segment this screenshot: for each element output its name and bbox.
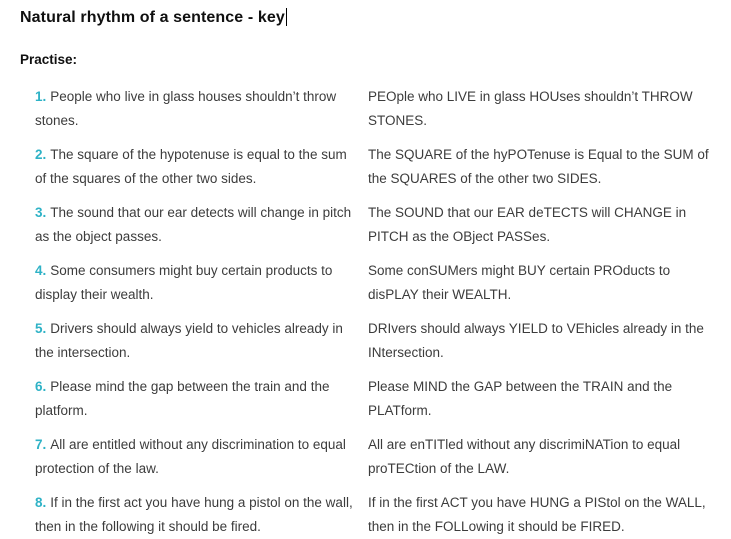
stressed-sentence-cell: All are enTITled without any discrimiNATion to equal proTECtion of the LAW.	[368, 437, 681, 476]
list-item	[35, 433, 721, 481]
item-number: 3.	[35, 205, 47, 220]
plain-sentence-cell	[35, 143, 368, 191]
plain-sentence-cell	[35, 259, 368, 307]
item-number: 7.	[35, 437, 47, 452]
section-heading: Practise:	[20, 52, 78, 67]
plain-sentence-cell	[35, 85, 368, 133]
stressed-sentence-cell: DRIvers should always YIELD to VEhicles already in the INtersection.	[368, 321, 704, 360]
item-number: 5.	[35, 321, 47, 336]
plain-sentence-cell	[35, 491, 368, 539]
list-item	[35, 375, 721, 423]
item-number: 4.	[35, 263, 47, 278]
plain-sentence-cell	[35, 433, 368, 481]
item-plain-text: Drivers should always yield to vehicles already in the intersection.	[35, 321, 343, 360]
page-title[interactable]	[20, 8, 721, 28]
item-plain-text: If in the first act you have hung a pistol on the wall, then in the following it should be fired.	[35, 495, 353, 534]
plain-sentence-cell	[35, 317, 368, 365]
stressed-sentence-cell: If in the first ACT you have HUNG a PIStol on the WALL, then in the FOLLowing it should be FIRED.	[368, 495, 706, 534]
stressed-sentence-cell: The SOUND that our EAR deTECTS will CHANGE in PITCH as the OBject PASSes.	[368, 205, 687, 244]
list-item	[35, 259, 721, 307]
item-plain-text: The square of the hypotenuse is equal to the sum of the squares of the other two sides.	[35, 147, 347, 186]
list-item	[35, 85, 721, 133]
plain-sentence-cell	[35, 201, 368, 249]
item-number: 1.	[35, 89, 47, 104]
item-plain-text: People who live in glass houses shouldn’t throw stones.	[35, 89, 337, 128]
item-plain-text: Please mind the gap between the train and the platform.	[35, 379, 330, 418]
sentence-list	[20, 85, 721, 539]
stressed-sentence-cell: Please MIND the GAP between the TRAIN and the PLATform.	[368, 379, 673, 418]
item-plain-text: All are entitled without any discrimination to equal protection of the law.	[35, 437, 346, 476]
list-item	[35, 201, 721, 249]
plain-sentence-cell	[35, 375, 368, 423]
item-number: 6.	[35, 379, 47, 394]
stressed-sentence-cell: Some conSUMers might BUY certain PROducts to disPLAY their WEALTH.	[368, 263, 671, 302]
text-cursor	[286, 8, 287, 26]
stressed-sentence-cell: The SQUARE of the hyPOTenuse is Equal to the SUM of the SQUARES of the other two SIDES.	[368, 147, 709, 186]
item-number: 2.	[35, 147, 47, 162]
list-item	[35, 143, 721, 191]
page-title-text: Natural rhythm of a sentence - key	[20, 9, 285, 26]
item-number: 8.	[35, 495, 47, 510]
item-plain-text: Some consumers might buy certain products to display their wealth.	[35, 263, 333, 302]
list-item	[35, 491, 721, 539]
item-plain-text: The sound that our ear detects will change in pitch as the object passes.	[35, 205, 352, 244]
stressed-sentence-cell: PEOple who LIVE in glass HOUses shouldn’t THROW STONES.	[368, 89, 693, 128]
list-item	[35, 317, 721, 365]
